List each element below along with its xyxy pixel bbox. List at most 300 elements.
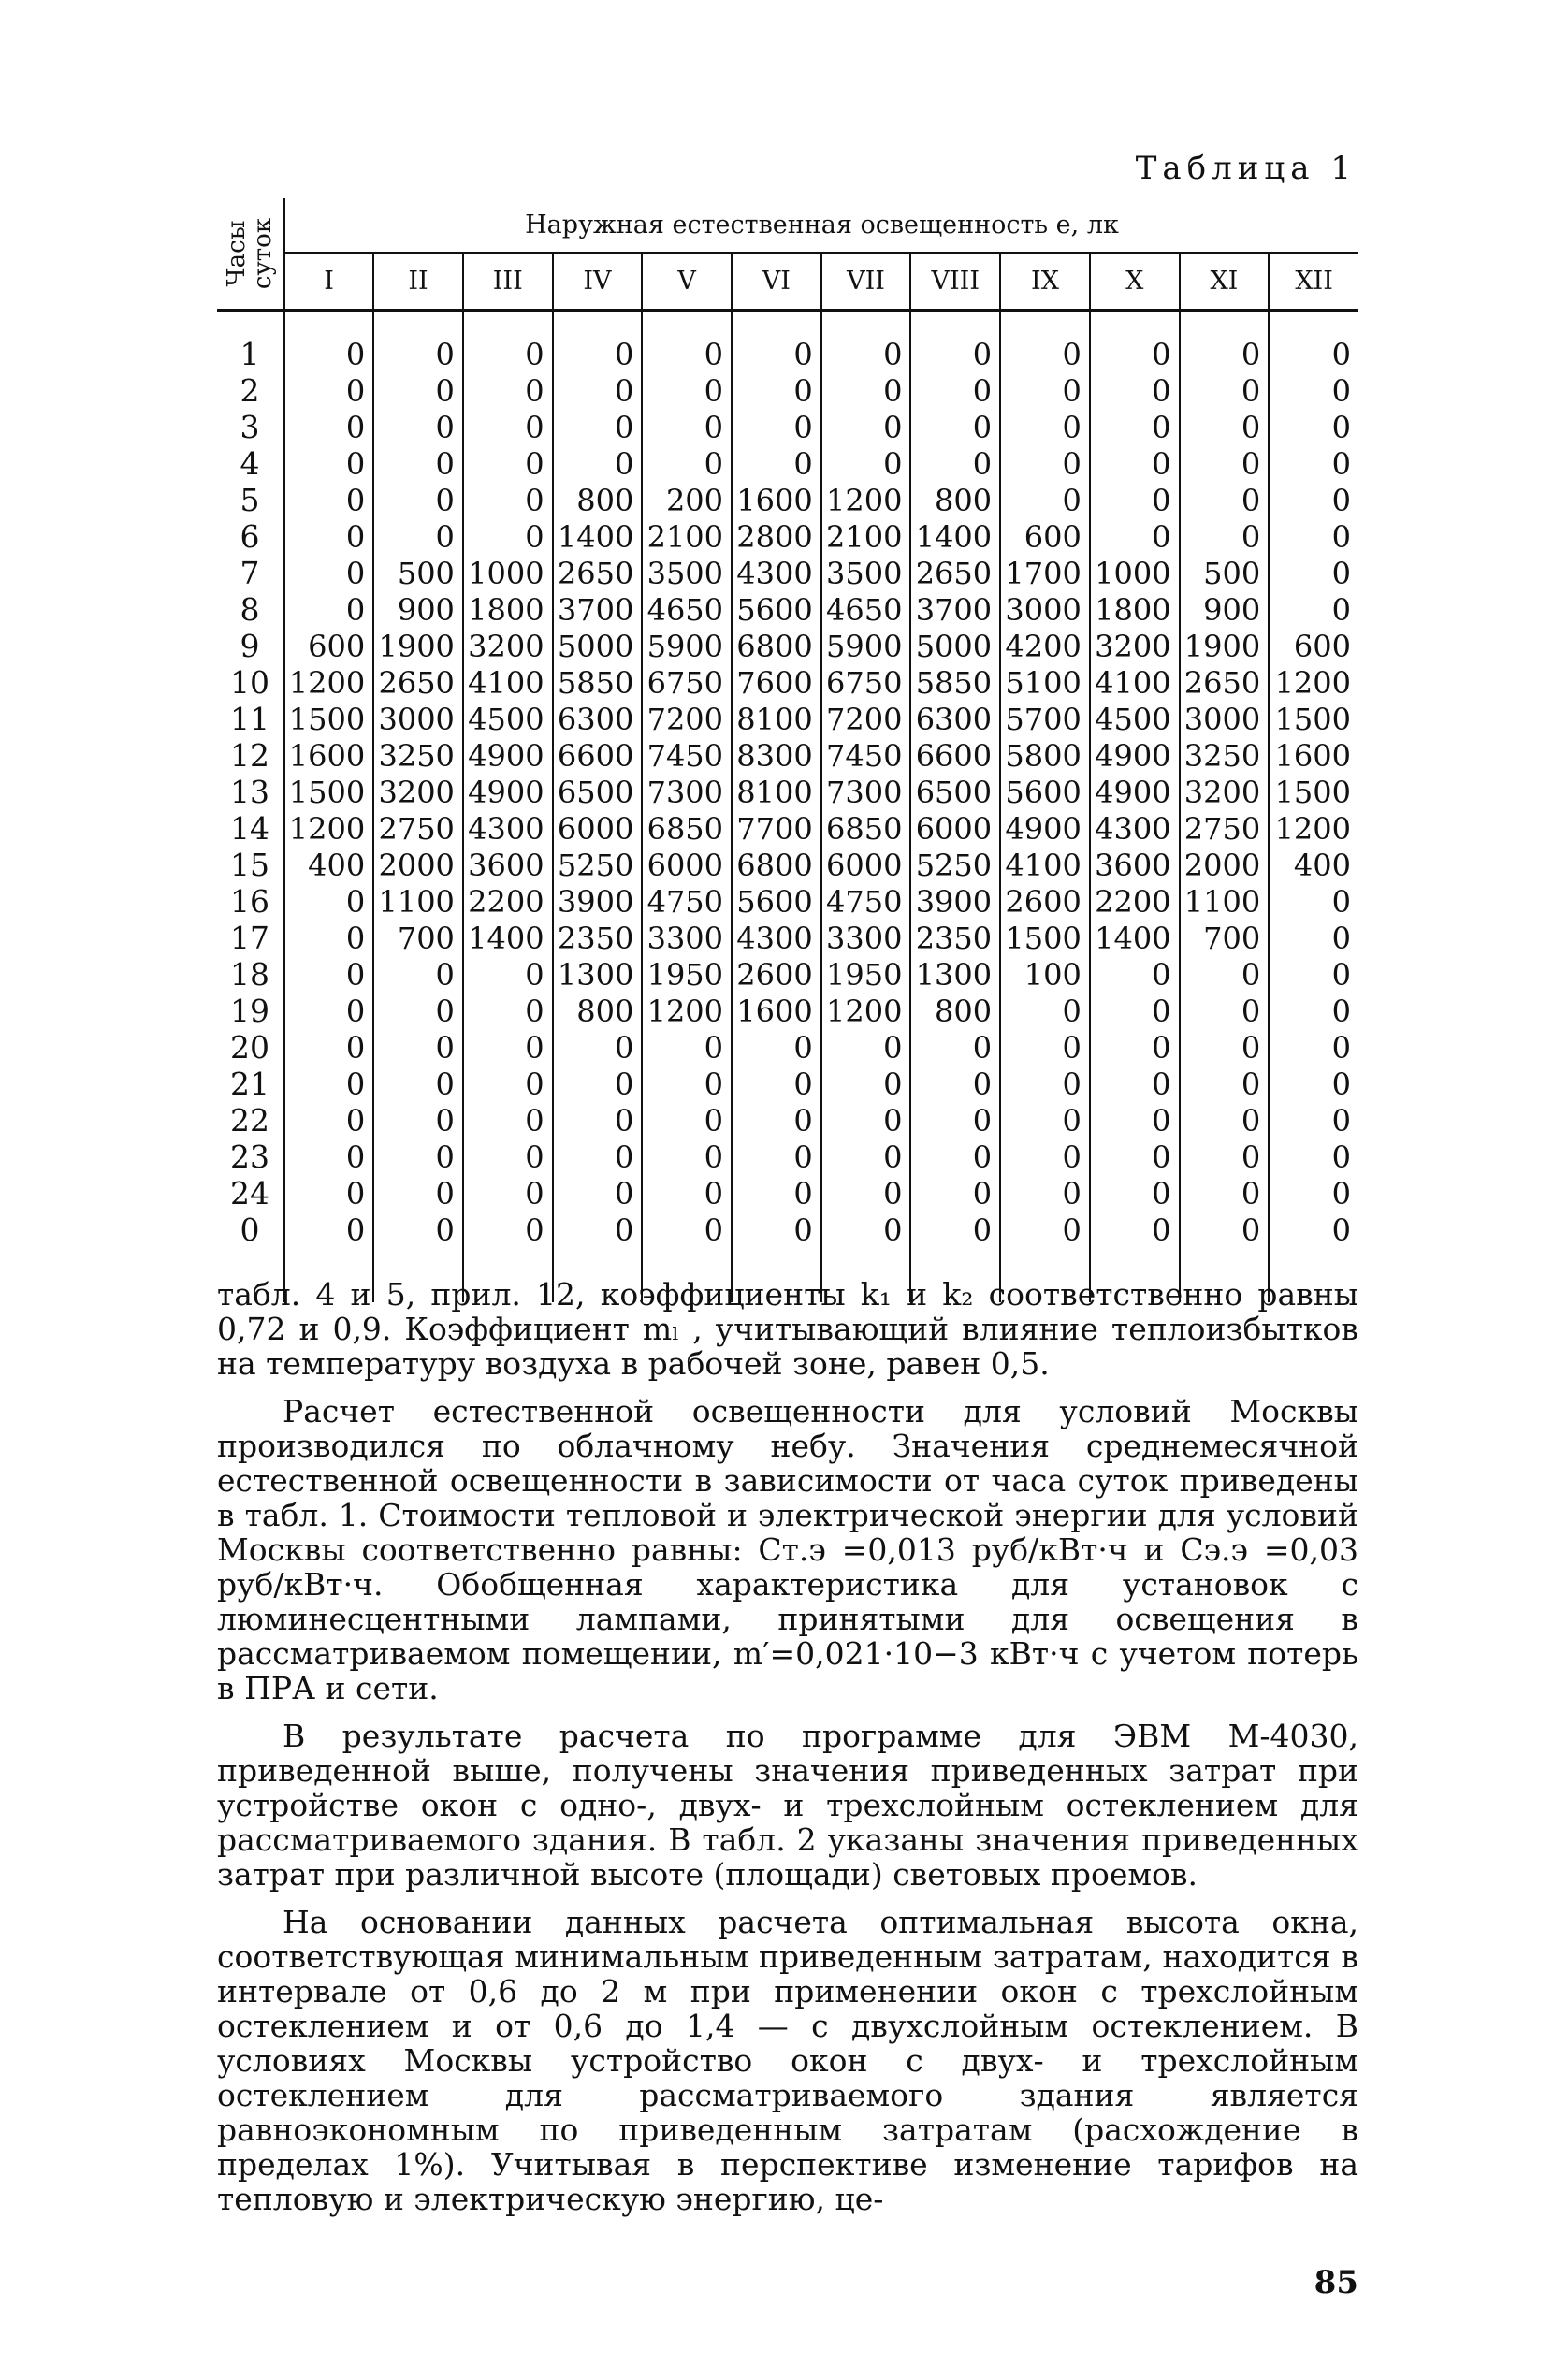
illuminance-cell: 8100 [732,701,821,737]
illuminance-cell: 7300 [821,774,911,810]
illuminance-cell: 900 [373,591,463,628]
hour-cell: 11 [217,701,284,737]
month-header: V [642,253,732,311]
illuminance-cell: 0 [553,1139,643,1175]
table-row [217,591,1358,628]
illuminance-cell: 0 [553,1102,643,1139]
illuminance-cell: 0 [821,409,911,445]
illuminance-cell: 1200 [642,993,732,1029]
illuminance-cell: 1600 [732,993,821,1029]
hour-cell: 12 [217,737,284,774]
illuminance-cell: 4750 [642,883,732,920]
illuminance-cell: 3500 [642,555,732,591]
illuminance-cell: 2650 [1180,664,1270,701]
illuminance-cell: 0 [463,993,553,1029]
illuminance-cell: 0 [1000,409,1090,445]
table-row [217,482,1358,518]
illuminance-cell: 5000 [910,628,1000,664]
table-row [217,336,1358,372]
illuminance-cell: 1200 [821,993,911,1029]
illuminance-cell: 0 [345,409,366,445]
hour-cell: 17 [217,920,284,956]
illuminance-cell: 5700 [1000,701,1090,737]
illuminance-cell: 8300 [732,737,821,774]
illuminance-cell: 0 [345,956,366,993]
illuminance-cell: 2600 [732,956,821,993]
illuminance-cell: 0 [1269,1139,1358,1175]
illuminance-cell: 1100 [1180,883,1270,920]
illuminance-cell: 5250 [553,847,643,883]
illuminance-cell: 500 [373,555,463,591]
illuminance-cell: 1900 [373,628,463,664]
illuminance-cell: 5600 [732,883,821,920]
illuminance-cell: 0 [463,1139,553,1175]
hour-cell: 13 [217,774,284,810]
illuminance-cell: 1000 [463,555,553,591]
hour-cell: 8 [217,591,284,628]
illuminance-cell: 0 [345,920,366,956]
illuminance-cell: 8100 [732,774,821,810]
paragraph-optimal-window-height: На основании данных расчета оптимальная высота окна, соответствующая минимальным приведенным затратам, находится в интервале от 0,6 до 2 м при применении окон с трехслойным остеклением и от 0,6 до 1,4 — с двухслойным остеклением. В условиях Москвы устройство окон с двух- и трехслойным остеклением для рассматриваемого здания является равноэкономным по приведенным затратам (расхождение в пределах 1%). Учитывая в перспективе изменение тарифов на тепловую и электрическую энергию, це- [217,1904,1358,2217]
illuminance-cell: 0 [553,1212,643,1248]
illuminance-cell: 0 [1000,1066,1090,1102]
table-row [217,956,1358,993]
illuminance-cell: 5100 [1000,664,1090,701]
month-header: XI [1180,253,1270,311]
hour-cell: 23 [217,1139,284,1175]
illuminance-cell: 800 [910,993,1000,1029]
illuminance-cell: 0 [1090,336,1180,372]
illuminance-cell: 0 [1090,482,1180,518]
illuminance-cell: 0 [910,445,1000,482]
illuminance-cell: 0 [732,1029,821,1066]
illuminance-cell: 0 [1269,1066,1358,1102]
illuminance-cell: 7450 [821,737,911,774]
illuminance-cell: 7200 [642,701,732,737]
illuminance-cell: 1600 [1269,737,1358,774]
illuminance-cell: 0 [1090,518,1180,555]
illuminance-cell: 3000 [1000,591,1090,628]
illuminance-cell: 0 [1180,1139,1270,1175]
illuminance-cell: 0 [1090,1066,1180,1102]
hour-cell: 0 [217,1212,284,1248]
table-body [217,311,1358,1303]
illuminance-cell: 2650 [910,555,1000,591]
illuminance-cell: 0 [1269,1102,1358,1139]
illuminance-cell: 0 [345,336,366,372]
illuminance-cell: 400 [1269,847,1358,883]
table-row [217,372,1358,409]
illuminance-cell: 0 [463,482,553,518]
table-row [217,883,1358,920]
illuminance-cell: 6600 [553,737,643,774]
illuminance-cell: 0 [345,1212,366,1248]
illuminance-cell: 4500 [463,701,553,737]
illuminance-cell: 1400 [910,518,1000,555]
illuminance-cell: 0 [1000,1139,1090,1175]
illuminance-cell: 6300 [910,701,1000,737]
illuminance-cell: 0 [1269,1175,1358,1212]
illuminance-cell: 0 [1269,409,1358,445]
illuminance-cell: 800 [553,482,643,518]
paragraph-continuation: табл. 4 и 5, прил. 12, коэффициенты k₁ и k₂ соответственно равны 0,72 и 0,9. Коэффициент mₗ , учитывающий влияние теплоизбытков на температуру воздуха в рабочей зоне, равен 0,5. [217,1276,1358,1382]
illuminance-cell: 0 [910,1066,1000,1102]
illuminance-cell: 0 [1090,1102,1180,1139]
illuminance-cell: 6750 [821,664,911,701]
hour-cell: 4 [217,445,284,482]
illuminance-cell: 0 [732,1175,821,1212]
illuminance-cell: 0 [1090,1175,1180,1212]
illuminance-cell: 0 [1090,409,1180,445]
illuminance-cell: 0 [553,1029,643,1066]
illuminance-cell: 0 [345,1029,366,1066]
illuminance-cell: 0 [732,445,821,482]
illuminance-cell: 0 [732,1139,821,1175]
table-row [217,1029,1358,1066]
illuminance-cell: 0 [910,1175,1000,1212]
illuminance-cell: 1600 [288,737,366,774]
hour-cell: 14 [217,810,284,847]
illuminance-cell: 0 [1180,409,1270,445]
hour-cell: 6 [217,518,284,555]
illuminance-cell: 3300 [642,920,732,956]
table-row [217,1139,1358,1175]
illuminance-cell: 7600 [732,664,821,701]
illuminance-cell: 4900 [1090,774,1180,810]
illuminance-cell: 600 [1269,628,1358,664]
illuminance-cell: 4100 [463,664,553,701]
illuminance-cell: 0 [373,956,463,993]
illuminance-cell: 0 [821,1102,911,1139]
hour-cell: 7 [217,555,284,591]
table-row [217,445,1358,482]
illuminance-cell: 1900 [1180,628,1270,664]
illuminance-cell: 0 [1000,993,1090,1029]
illuminance-cell: 800 [910,482,1000,518]
illuminance-cell: 0 [463,1066,553,1102]
illuminance-cell: 0 [821,1139,911,1175]
illuminance-cell: 0 [1269,518,1358,555]
illuminance-cell: 0 [1180,1066,1270,1102]
illuminance-cell: 5600 [1000,774,1090,810]
table-caption: Таблица 1 [1135,150,1357,187]
illuminance-cell: 0 [732,1102,821,1139]
paragraph-computer-results: В результате расчета по программе для ЭВМ М-4030, приведенной выше, получены значения приведенных затрат при устройстве окон с одно-, двух- и трехслойным остеклением для рассматриваемого здания. В табл. 2 указаны значения приведенных затрат при различной высоте (площади) световых проемов. [217,1718,1358,1893]
illuminance-cell: 7700 [732,810,821,847]
hour-cell: 2 [217,372,284,409]
table-row [217,1066,1358,1102]
illuminance-cell: 0 [1180,1175,1270,1212]
illuminance-cell: 0 [821,1029,911,1066]
illuminance-cell: 5800 [1000,737,1090,774]
illuminance-cell: 1200 [288,664,366,701]
illuminance-cell: 0 [345,883,366,920]
illuminance-cell: 0 [373,1029,463,1066]
illuminance-cell: 0 [821,1066,911,1102]
illuminance-cell: 6500 [553,774,643,810]
illuminance-cell: 1950 [821,956,911,993]
illuminance-cell: 6000 [553,810,643,847]
illuminance-cell: 0 [642,1139,732,1175]
hour-cell: 1 [217,336,284,372]
hour-cell: 22 [217,1102,284,1139]
illuminance-cell: 4300 [732,920,821,956]
illuminance-cell: 0 [1269,372,1358,409]
illuminance-table [217,198,1358,1302]
illuminance-cell: 0 [642,1212,732,1248]
illuminance-cell: 6850 [821,810,911,847]
illuminance-cell: 7200 [821,701,911,737]
illuminance-cell: 0 [732,336,821,372]
illuminance-cell: 0 [910,1102,1000,1139]
illuminance-cell: 0 [1000,445,1090,482]
illuminance-cell: 4900 [1090,737,1180,774]
illuminance-cell: 1200 [821,482,911,518]
illuminance-cell: 1500 [1269,701,1358,737]
illuminance-cell: 2200 [1090,883,1180,920]
month-header-row [217,253,1358,311]
illuminance-cell: 0 [373,518,463,555]
illuminance-cell: 0 [1090,993,1180,1029]
illuminance-cell: 4100 [1000,847,1090,883]
illuminance-cell: 1400 [1090,920,1180,956]
illuminance-cell: 1200 [288,810,366,847]
illuminance-cell: 0 [642,1102,732,1139]
illuminance-cell: 0 [1269,1212,1358,1248]
illuminance-cell: 0 [553,372,643,409]
illuminance-cell: 1500 [288,701,366,737]
illuminance-cell: 6300 [553,701,643,737]
table-row [217,774,1358,810]
illuminance-cell: 0 [642,372,732,409]
illuminance-cell: 0 [373,372,463,409]
illuminance-cell: 1300 [553,956,643,993]
illuminance-cell: 0 [910,1139,1000,1175]
illuminance-cell: 1700 [1000,555,1090,591]
illuminance-cell: 5900 [642,628,732,664]
illuminance-cell: 1300 [910,956,1000,993]
illuminance-cell: 700 [1180,920,1270,956]
illuminance-cell: 1200 [1269,810,1358,847]
month-header: IV [553,253,643,311]
spacer-row [217,311,1358,337]
illuminance-cell: 0 [1180,336,1270,372]
illuminance-cell: 1400 [463,920,553,956]
illuminance-cell: 1950 [642,956,732,993]
illuminance-cell: 6000 [642,847,732,883]
illuminance-cell: 100 [1000,956,1090,993]
illuminance-cell: 3900 [910,883,1000,920]
illuminance-cell: 4650 [642,591,732,628]
illuminance-cell: 0 [345,993,366,1029]
illuminance-cell: 2000 [1180,847,1270,883]
illuminance-cell: 4650 [821,591,911,628]
table-row [217,993,1358,1029]
illuminance-cell: 0 [1090,372,1180,409]
hour-cell: 3 [217,409,284,445]
illuminance-cell: 3200 [1090,628,1180,664]
illuminance-cell: 0 [553,1175,643,1212]
page-number: 85 [1314,2264,1358,2301]
illuminance-cell: 1500 [288,774,366,810]
illuminance-cell: 0 [1269,883,1358,920]
illuminance-cell: 0 [1000,1212,1090,1248]
illuminance-cell: 0 [1090,445,1180,482]
hour-cell: 18 [217,956,284,993]
illuminance-cell: 0 [373,1139,463,1175]
illuminance-cell: 0 [1180,445,1270,482]
illuminance-cell: 0 [1000,372,1090,409]
illuminance-cell: 7300 [642,774,732,810]
illuminance-cell: 4900 [463,737,553,774]
illuminance-cell: 3600 [1090,847,1180,883]
illuminance-cell: 0 [373,336,463,372]
month-header: VI [732,253,821,311]
illuminance-cell: 5250 [910,847,1000,883]
illuminance-cell: 5000 [553,628,643,664]
illuminance-cell: 0 [1000,1175,1090,1212]
illuminance-cell: 2650 [553,555,643,591]
hour-cell: 9 [217,628,284,664]
illuminance-cell: 2200 [463,883,553,920]
illuminance-cell: 1400 [553,518,643,555]
illuminance-cell: 200 [642,482,732,518]
illuminance-cell: 0 [1000,1029,1090,1066]
table-row [217,847,1358,883]
illuminance-cell: 0 [553,409,643,445]
table-row [217,664,1358,701]
illuminance-cell: 3250 [1180,737,1270,774]
table-row [217,920,1358,956]
illuminance-cell: 0 [463,1212,553,1248]
illuminance-cell: 7450 [642,737,732,774]
illuminance-cell: 0 [373,409,463,445]
illuminance-cell: 0 [1269,956,1358,993]
illuminance-group-header: Наружная естественная освещенность e, лк [284,198,1359,253]
table-row [217,555,1358,591]
illuminance-cell: 0 [1269,591,1358,628]
illuminance-cell: 0 [821,372,911,409]
illuminance-cell: 0 [1180,372,1270,409]
illuminance-cell: 6600 [910,737,1000,774]
illuminance-cell: 0 [910,1029,1000,1066]
illuminance-cell: 0 [910,372,1000,409]
illuminance-cell: 6500 [910,774,1000,810]
illuminance-cell: 0 [345,445,366,482]
month-header: I [284,253,374,311]
table-row [217,1175,1358,1212]
illuminance-cell: 0 [642,1066,732,1102]
illuminance-cell: 2350 [910,920,1000,956]
month-header: II [373,253,463,311]
hour-cell: 21 [217,1066,284,1102]
illuminance-cell: 6000 [821,847,911,883]
illuminance-cell: 4500 [1090,701,1180,737]
illuminance-cell: 1200 [1269,664,1358,701]
hour-cell: 19 [217,993,284,1029]
illuminance-cell: 1800 [463,591,553,628]
illuminance-cell: 3900 [553,883,643,920]
illuminance-cell: 0 [345,372,366,409]
paragraph-illuminance-calculation: Расчет естественной освещенности для условий Москвы производился по облачному небу. Значения среднемесячной естественной освещенности в зависимости от часа суток приведены в табл. 1. Стоимости тепловой и электрической энергии для условий Москвы соответственно равны: Cт.э =0,013 руб/кВт·ч и Cэ.э =0,03 руб/кВт·ч. Обобщенная характеристика для установок с люминесцентными лампами, принятыми для освещения в рассматриваемом помещении, m′=0,021·10−3 кВт·ч с учетом потерь в ПРА и сети. [217,1393,1358,1706]
illuminance-cell: 0 [345,518,366,555]
illuminance-cell: 0 [910,336,1000,372]
illuminance-cell: 0 [1269,482,1358,518]
illuminance-cell: 0 [1000,482,1090,518]
illuminance-cell: 0 [732,409,821,445]
illuminance-cell: 0 [642,1029,732,1066]
illuminance-cell: 0 [642,445,732,482]
illuminance-cell: 0 [373,482,463,518]
illuminance-cell: 0 [1180,1029,1270,1066]
body-text [217,1277,1358,2229]
illuminance-cell: 4300 [463,810,553,847]
illuminance-cell: 800 [553,993,643,1029]
illuminance-cell: 3000 [1180,701,1270,737]
illuminance-cell: 0 [1180,1102,1270,1139]
illuminance-cell: 0 [1090,1029,1180,1066]
illuminance-cell: 1100 [373,883,463,920]
illuminance-cell: 0 [821,336,911,372]
illuminance-cell: 0 [642,336,732,372]
illuminance-cell: 0 [553,445,643,482]
illuminance-cell: 0 [1180,518,1270,555]
illuminance-cell: 0 [1269,445,1358,482]
illuminance-cell: 3300 [821,920,911,956]
hour-cell: 16 [217,883,284,920]
illuminance-cell: 3200 [373,774,463,810]
table-row [217,1212,1358,1248]
illuminance-cell: 0 [910,409,1000,445]
illuminance-cell: 0 [732,372,821,409]
illuminance-cell: 700 [373,920,463,956]
hour-cell: 10 [217,664,284,701]
illuminance-cell: 400 [308,847,366,883]
month-header: III [463,253,553,311]
illuminance-cell: 1800 [1090,591,1180,628]
illuminance-cell: 0 [463,956,553,993]
illuminance-cell: 0 [1269,920,1358,956]
illuminance-cell: 600 [308,628,366,664]
month-header: VIII [910,253,1000,311]
illuminance-cell: 0 [732,1066,821,1102]
illuminance-cell: 0 [373,1212,463,1248]
illuminance-cell: 0 [345,1139,366,1175]
illuminance-cell: 2750 [1180,810,1270,847]
illuminance-cell: 600 [1000,518,1090,555]
illuminance-cell: 0 [1269,336,1358,372]
illuminance-cell: 3200 [1180,774,1270,810]
illuminance-cell: 0 [1090,956,1180,993]
illuminance-cell: 5900 [821,628,911,664]
illuminance-cell: 0 [910,1212,1000,1248]
illuminance-cell: 900 [1180,591,1270,628]
illuminance-cell: 6000 [910,810,1000,847]
illuminance-cell: 0 [1000,336,1090,372]
illuminance-cell: 4900 [463,774,553,810]
table-row [217,518,1358,555]
illuminance-cell: 2750 [373,810,463,847]
illuminance-cell: 0 [463,409,553,445]
illuminance-cell: 0 [1180,1212,1270,1248]
illuminance-cell: 0 [1269,993,1358,1029]
illuminance-cell: 0 [373,445,463,482]
illuminance-cell: 0 [463,1175,553,1212]
illuminance-cell: 0 [345,1102,366,1139]
illuminance-cell: 4200 [1000,628,1090,664]
illuminance-cell: 4300 [732,555,821,591]
month-header: IX [1000,253,1090,311]
